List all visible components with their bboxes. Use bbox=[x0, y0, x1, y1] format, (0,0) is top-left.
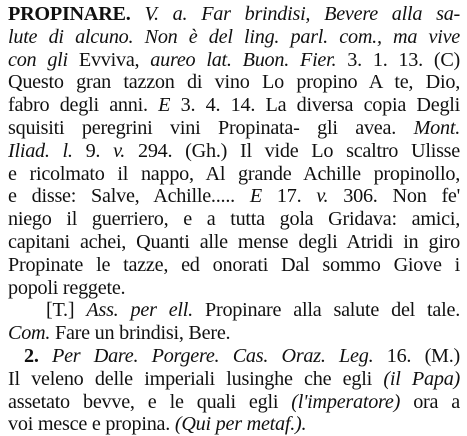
entry-line-9: e disse: Salve, Achille..... E 17. v. 306. Non fe' bbox=[8, 185, 460, 208]
entry-line-sense-2d: voi mesce e propina. (Qui per metaf.). bbox=[8, 413, 307, 436]
entry-line-5: fabro degli anni. E 3. 4. 14. La diversa copia Degli bbox=[8, 94, 460, 117]
entry-line-sense-2c: assetato bevve, e le quali egli (l'imperatore) ora a bbox=[8, 390, 460, 413]
dictionary-entry bbox=[8, 3, 460, 436]
entry-line-1 bbox=[8, 3, 460, 26]
entry-line-2: lute di alcuno. Non è del ling. parl. com., ma vive bbox=[8, 25, 460, 48]
entry-line-12: Propinate le tazze, ed onorati Dal sommo Giove i bbox=[8, 253, 460, 276]
sense-number: 2. bbox=[24, 344, 39, 367]
entry-line-com: Com. Fare un brindisi, Bere. bbox=[8, 322, 231, 345]
entry-line-8: e ricolmato il nappo, Al grande Achille propinollo, bbox=[8, 162, 460, 185]
entry-line-4: Questo gran tazzon di vino Lo propino A te, Dio, bbox=[8, 71, 460, 94]
entry-line-6: squisiti peregrini vini Propinata- gli avea. Mont. bbox=[8, 116, 460, 139]
t-marker: [T.] bbox=[46, 299, 75, 322]
entry-line-11: capitani achei, Quanti alle mense degli Atridi in giro bbox=[8, 230, 460, 253]
entry-line-7: Iliad. l. 9. v. 294. (Gh.) Il vide Lo scaltro Ulisse bbox=[8, 139, 460, 162]
entry-line-sense-2b: Il veleno delle imperiali lusinghe che egli (il Papa) bbox=[8, 367, 460, 390]
entry-line-sense-2: 2. Per Dare. Porgere. Cas. Oraz. Leg. 16. (M.) bbox=[24, 344, 460, 367]
grammar-label: V. a. bbox=[144, 3, 188, 25]
entry-line-13: popoli reggete. bbox=[8, 276, 126, 299]
headword: PROPINARE. bbox=[8, 3, 131, 25]
definition: Far brindisi, Bevere alla sa- bbox=[201, 3, 460, 25]
entry-line-3: con gli Evviva, aureo lat. Buon. Fier. 3. 1. 13. (C) bbox=[8, 48, 460, 71]
entry-line-t-section: [T.] Ass. per ell. Propinare alla salute del tale. bbox=[46, 299, 460, 322]
entry-line-10: niego il guerriero, e a tutta gola Gridava: amici, bbox=[8, 208, 460, 231]
